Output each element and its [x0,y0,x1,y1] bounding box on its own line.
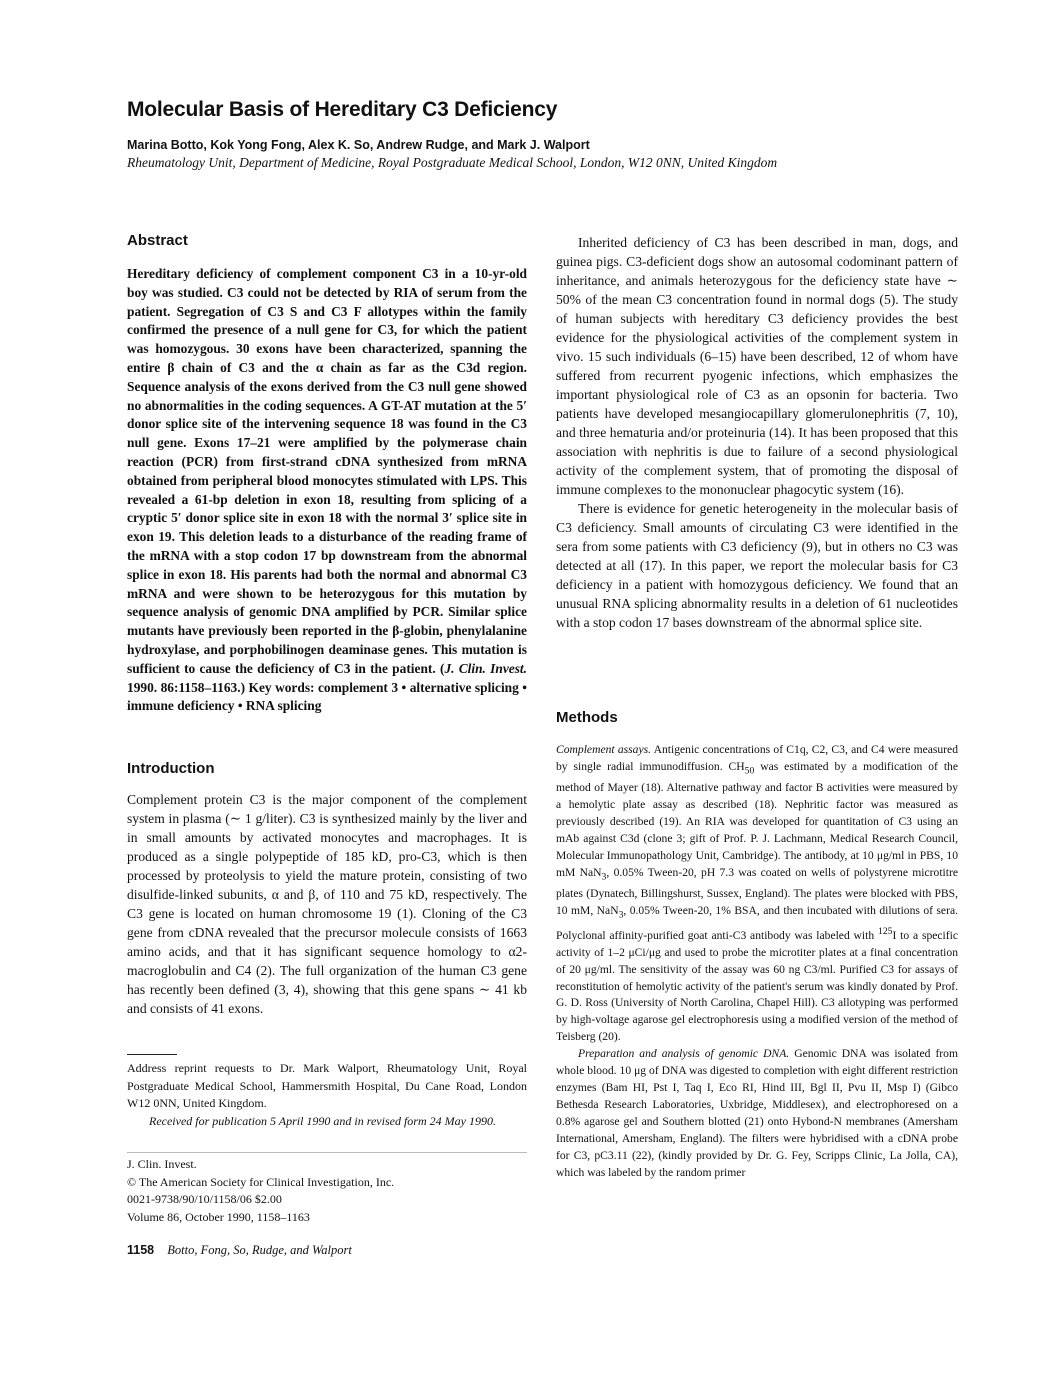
running-authors: Botto, Fong, So, Rudge, and Walport [167,1243,352,1257]
introduction-body [127,790,527,1018]
introduction-continued [556,233,958,632]
subscript-3: 3 [618,909,624,921]
abstract-citation-journal: J. Clin. Invest. [444,660,527,676]
intro-right-paragraph-1: Inherited deficiency of C3 has been described in man, dogs, and guinea pigs. C3-deficient dogs show an autosomal codominant pattern of inheritance, and animals heterozygous for the deficiency state have ∼ 50% of the mean C3 concentration found in normal dogs (5). The study of human subjects with hereditary C3 deficiency provides the best evidence for the physiological activities of the complement system in vivo. 15 such individuals (6–15) have been described, 12 of whom have suffered from recurrent pyogenic infections, which emphasizes the important physiological role of C3 as an opsonin for bacteria. Two patients have developed mesangiocapillary glomerulonephritis (7, 10), and three hematuria and/or proteinuria (14). It has been proposed that this association with nephritis is due to failure of a second physiological activity of the complement system, that of promoting the disposal of immune complexes to the mononuclear phagocytic system (16). [556,235,958,497]
methods-text-segment: , 0.05% Tween-20, 1% BSA, and then incubated with dilutions of sera. Polyclonal affinity-purified goat anti-C3 antibody was labeled with [556,903,958,942]
methods-paragraph-genomic-dna [556,1046,958,1181]
methods-heading: Methods [556,709,618,726]
introduction-paragraph: Complement protein C3 is the major component of the complement system in plasma (∼ 1 g/liter). C3 is synthesized mainly by the liver and in small amounts by activated monocytes and macrophages. It is produced as a single polypeptide of 185 kD, pro-C3, which is then processed by proteolysis to yield the mature protein, consisting of two disulfide-linked subunits, α and β, of 110 and 75 kD, respectively. The C3 gene is located on human chromosome 19 (1). Cloning of the C3 gene from cDNA revealed that the precursor molecule consists of 1663 amino acids, and that it has significant sequence homology to α2-macroglobulin and C4 (2). The full organization of the human C3 gene has recently been defined (3, 4), showing that this gene spans ∼ 41 kb and consists of 41 exons. [127,792,527,1016]
journal-name: J. Clin. Invest. [127,1157,197,1171]
article-title: Molecular Basis of Hereditary C3 Deficiency [127,98,558,121]
abstract-body [127,265,527,716]
abstract-heading: Abstract [127,232,188,249]
superscript-125: 125 [878,926,893,937]
issn-line: 0021-9738/90/10/1158/06 $2.00 [127,1192,282,1206]
introduction-heading: Introduction [127,760,215,777]
subscript-50: 50 [744,765,755,777]
received-dates: Received for publication 5 April 1990 and in revised form 24 May 1990. [149,1113,496,1128]
reprint-address: Address reprint requests to Dr. Mark Walport, Rheumatology Unit, Royal Postgraduate Medical School, Hammersmith Hospital, Du Cane Road, London W12 0NN, United Kingdom. [127,1061,527,1110]
abstract-citation-open: ( [439,660,445,676]
methods-text-segment: Antigenic concentrations of C1q, C2, C3, and C4 were measured by single radial immunodiffusion. CH [556,743,958,773]
footnote-divider [127,1054,177,1055]
intro-right-paragraph-2: There is evidence for genetic heterogeneity in the molecular basis of C3 deficiency. Small amounts of circulating C3 were identified in the sera from some patients with C3 deficiency (9), but in others no C3 was detected at all (17). In this paper, we report the molecular basis for C3 deficiency in a patient with homozygous deficiency. We found that an unusual RNA splicing abnormality results in a deletion of 61 nucleotides with a stop codon 17 bases downstream of the abnormal splice site. [556,501,958,630]
methods-body [556,742,958,1181]
subheading-genomic-dna: Preparation and analysis of genomic DNA. [578,1047,790,1061]
affiliation: Rheumatology Unit, Department of Medicine, Royal Postgraduate Medical School, London, W12 0NN, United Kingdom [127,155,778,170]
methods-text-segment: I to a specific activity of 1–2 μCi/μg and used to probe the microtiter plates at a final concentration of 20 μg/ml. The sensitivity of the assay was 60 ng C3/ml. Purified C3 for assays of reconstitution of hemolytic activity of the patient's serum was kindly donated by Prof. G. D. Ross (University of North Carolina, Chapel Hill). C3 allotyping was performed by high-voltage agarose gel electrophoresis using a modified version of the method of Teisberg (20). [556,928,958,1044]
abstract-keywords: Key words: complement 3 • alternative splicing • immune deficiency • RNA splicing [127,679,527,714]
copyright-line: © The American Society for Clinical Investigation, Inc. [127,1174,395,1189]
volume-line: Volume 86, October 1990, 1158–1163 [127,1209,310,1224]
page-number: 1158 [127,1243,155,1257]
subscript-3: 3 [601,870,607,882]
author-list: Marina Botto, Kok Yong Fong, Alex K. So, Andrew Rudge, and Mark J. Walport [127,138,590,152]
correspondence-footnote [127,1060,527,1130]
abstract-citation-rest: 1990. 86:1158–1163.) [127,679,246,695]
methods-text-segment: was estimated by a modification of the method of Mayer (18). Alternative pathway and factor B activities were measured by a hemolytic plate assay as described (18). Nephritic factor was measured as previously described (19). An RIA was developed for quantitation of C3 using an mAb against C3d (clone 3; gift of Prof. P. J. Lachmann, Medical Research Council, Molecular Immunopathology Unit, Cambridge). The antibody, at 10 μg/ml in PBS, 10 mM NaN [556,759,958,879]
subheading-complement-assays: Complement assays. [556,743,652,756]
pubinfo-divider [127,1152,527,1153]
methods-text-segment: Genomic DNA was isolated from whole blood. 10 μg of DNA was digested to completion with eight different restriction enzymes (Bam HI, Pst I, Taq I, Eco RI, Hind III, Bgl II, Pvu II, Msp I) (Gibco Bethesda Research Laboratories, Uxbridge, Middlesex), and electrophoresed on a 0.8% agarose gel and Southern blotted (21) onto Hybond-N membranes (Amersham International, Amersham, England). The filters were hybridised with a cDNA probe for C3, pC3.11 (22), (kindly provided by Dr. G. Fey, Scripps Clinic, La Jolla, CA), which was labeled by the random primer [556,1047,958,1179]
methods-text-segment: , 0.05% Tween-20, pH 7.3 was coated on wells of polystyrene microtitre plates (Dynatech, Billingshurst, Sussex, England). The plates were blocked with PBS, 10 mM, NaN [556,865,958,917]
publication-info [127,1156,527,1226]
methods-paragraph-complement-assays [556,742,958,1046]
abstract-text: Hereditary deficiency of complement component C3 in a 10-yr-old boy was studied. C3 could not be detected by RIA of serum from the patient. Segregation of C3 S and C3 F allotypes within the family confirmed the presence of a null gene for C3, for which the patient was homozygous. 30 exons have been characterized, spanning the entire β chain of C3 and the α chain as far as the C3d region. Sequence analysis of the exons derived from the C3 null gene showed no abnormalities in the coding sequences. A GT-AT mutation at the 5′ donor splice site of the intervening sequence 18 was found in the C3 null gene. Exons 17–21 were amplified by the polymerase chain reaction (PCR) from first-strand cDNA synthesized from mRNA obtained from peripheral blood monocytes stimulated with LPS. This revealed a 61-bp deletion in exon 18, resulting from splicing of a cryptic 5′ donor splice site in exon 18 with the normal 3′ splice site in exon 19. This deletion leads to a disturbance of the reading frame of the mRNA with a stop codon 17 bp downstream from the abnormal splice in exon 18. His parents had both the normal and abnormal C3 mRNA and were shown to be heterozygous for this mutation by sequence analysis of genomic DNA amplified by PCR. Similar splice mutants have previously been reported in the β-globin, phenylalanine hydroxylase, and porphobilinogen deaminase genes. This mutation is sufficient to cause the deficiency of C3 in the patient. [127,266,527,676]
page-footer [127,1243,527,1258]
